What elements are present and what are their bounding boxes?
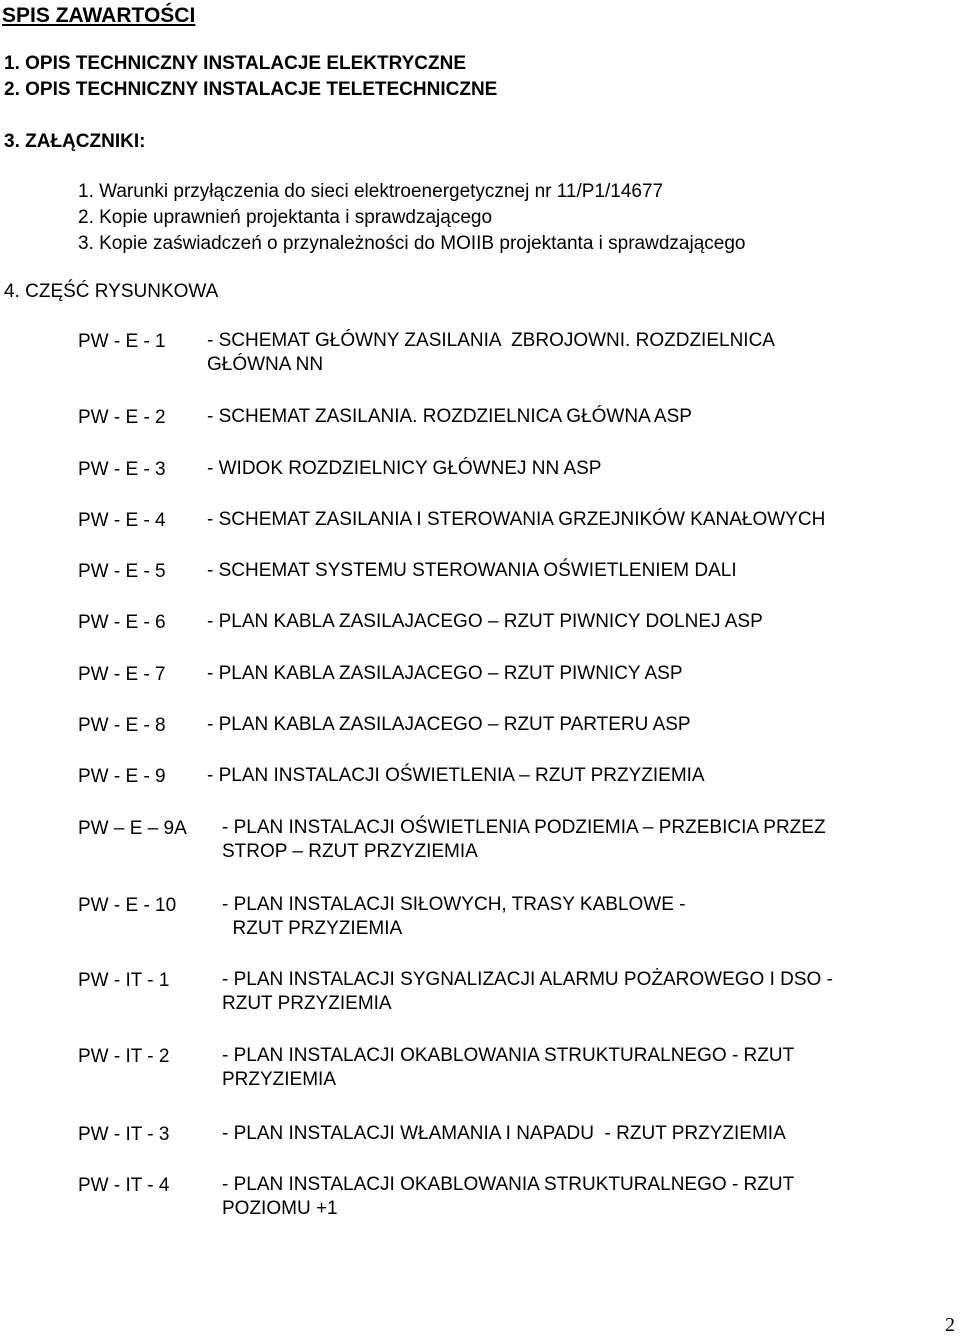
section-electrical-description: 1. OPIS TECHNICZNY INSTALACJE ELEKTRYCZNE [4, 53, 467, 74]
drawing-description: - SCHEMAT SYSTEMU STEROWANIA OŚWIETLENIEM DALI [207, 560, 737, 581]
drawing-description: - SCHEMAT ZASILANIA I STEROWANIA GRZEJNIKÓW KANAŁOWYCH [207, 509, 826, 530]
page-title: SPIS ZAWARTOŚCI [2, 4, 196, 27]
drawing-code: PW - IT - 3 [78, 1124, 170, 1145]
drawing-code: PW - E - 5 [78, 561, 166, 582]
drawing-description: - PLAN KABLA ZASILAJACEGO – RZUT PARTERU ASP [207, 714, 691, 735]
attachment-item: 1. Warunki przyłączenia do sieci elektroenergetycznej nr 11/P1/14677 [78, 181, 664, 202]
drawing-description: - PLAN INSTALACJI SYGNALIZACJI ALARMU POŻAROWEGO I DSO - RZUT PRZYZIEMIA [222, 969, 833, 1014]
drawing-code: PW - E - 1 [78, 331, 166, 352]
section-telecom-description: 2. OPIS TECHNICZNY INSTALACJE TELETECHNICZNE [4, 79, 498, 100]
drawing-code: PW - E - 8 [78, 715, 166, 736]
drawing-description: - SCHEMAT ZASILANIA. ROZDZIELNICA GŁÓWNA ASP [207, 406, 692, 427]
drawing-description: - PLAN INSTALACJI SIŁOWYCH, TRASY KABLOWE - RZUT PRZYZIEMIA [222, 894, 686, 939]
drawing-code: PW - E - 3 [78, 459, 166, 480]
drawing-description: - PLAN INSTALACJI OŚWIETLENIA PODZIEMIA – PRZEBICIA PRZEZ STROP – RZUT PRZYZIEMIA [222, 817, 826, 862]
drawing-code: PW - IT - 4 [78, 1175, 170, 1196]
attachment-item: 2. Kopie uprawnień projektanta i sprawdzającego [78, 207, 493, 228]
drawing-description: - PLAN INSTALACJI OKABLOWANIA STRUKTURALNEGO - RZUT PRZYZIEMIA [222, 1045, 795, 1090]
drawings-heading: 4. CZĘŚĆ RYSUNKOWA [4, 281, 219, 302]
drawing-description: - SCHEMAT GŁÓWNY ZASILANIA ZBROJOWNI. ROZDZIELNICA GŁÓWNA NN [207, 330, 775, 375]
drawing-code: PW – E – 9A [78, 818, 187, 839]
drawing-code: PW - E - 10 [78, 895, 177, 916]
drawing-code: PW - E - 7 [78, 664, 166, 685]
drawing-description: - PLAN INSTALACJI WŁAMANIA I NAPADU - RZUT PRZYZIEMIA [222, 1123, 786, 1144]
section-attachments: 3. ZAŁĄCZNIKI: [4, 131, 146, 152]
drawing-code: PW - IT - 2 [78, 1046, 170, 1067]
attachment-item: 3. Kopie zaświadczeń o przynależności do MOIIB projektanta i sprawdzającego [78, 233, 746, 254]
drawing-code: PW - E - 9 [78, 766, 166, 787]
drawing-code: PW - IT - 1 [78, 970, 170, 991]
page-number: 2 [945, 1314, 955, 1336]
drawing-code: PW - E - 4 [78, 510, 166, 531]
drawing-description: - PLAN KABLA ZASILAJACEGO – RZUT PIWNICY ASP [207, 663, 683, 684]
drawing-description: - PLAN INSTALACJI OKABLOWANIA STRUKTURALNEGO - RZUT POZIOMU +1 [222, 1174, 795, 1219]
drawing-description: - WIDOK ROZDZIELNICY GŁÓWNEJ NN ASP [207, 458, 602, 479]
drawing-code: PW - E - 2 [78, 407, 166, 428]
drawing-code: PW - E - 6 [78, 612, 166, 633]
drawing-description: - PLAN INSTALACJI OŚWIETLENIA – RZUT PRZYZIEMIA [207, 765, 705, 786]
drawing-description: - PLAN KABLA ZASILAJACEGO – RZUT PIWNICY DOLNEJ ASP [207, 611, 763, 632]
